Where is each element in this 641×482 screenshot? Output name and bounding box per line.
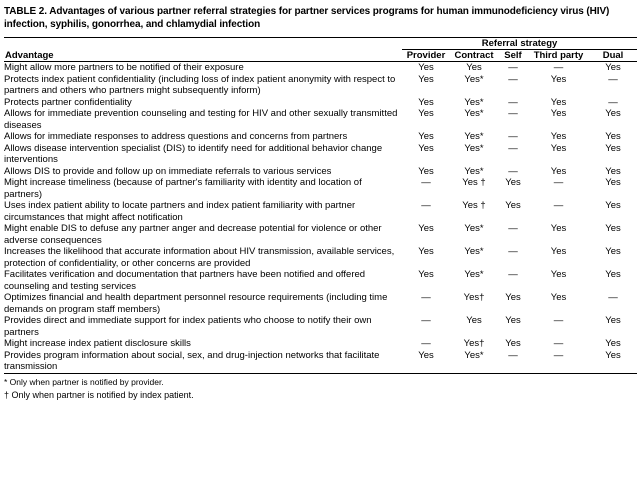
row-advantage: Allows for immediate prevention counseling and testing for HIV and other sexually transmitted diseases <box>4 108 398 131</box>
row-advantage: Might allow more partners to be notified of their exposure <box>4 62 244 73</box>
row-value-contract: Yes† <box>463 292 485 303</box>
row-value-third-party: Yes <box>550 96 567 108</box>
row-value-contract: Yes <box>466 315 482 326</box>
row-value-contract: Yes † <box>462 177 486 188</box>
column-header-provider: Provider <box>402 50 450 62</box>
row-advantage: Provides direct and immediate support for index patients who choose to notify their own partners <box>4 315 372 338</box>
table-row <box>4 131 637 143</box>
table-row <box>4 269 637 292</box>
row-value-self: Yes <box>505 177 521 188</box>
table-row <box>4 143 637 166</box>
table-row <box>4 74 637 97</box>
row-value-contract: Yes* <box>464 165 484 177</box>
row-advantage: Optimizes financial and health department personnel resource requirements (including time demands on program staff members) <box>4 292 388 315</box>
row-value-third-party: Yes <box>550 108 567 119</box>
row-value-contract: Yes† <box>463 338 485 349</box>
row-value-third-party: — <box>553 62 564 73</box>
row-value-provider: Yes <box>418 223 434 234</box>
row-value-contract: Yes* <box>464 73 484 85</box>
row-value-third-party: Yes <box>550 223 567 234</box>
row-value-contract: Yes* <box>450 350 498 374</box>
row-value-dual: Yes <box>605 269 621 280</box>
advantages-table <box>4 37 637 374</box>
table-row <box>4 177 637 200</box>
row-value-third-party: Yes <box>550 131 567 142</box>
row-value-dual: Yes <box>605 177 621 188</box>
row-value-self: — <box>508 62 518 73</box>
table-row <box>4 200 637 223</box>
row-value-provider: — <box>421 338 431 349</box>
row-advantage: Allows disease intervention specialist (DIS) to identify need for additional behavior change interventions <box>4 142 383 165</box>
row-value-third-party: — <box>553 338 564 349</box>
row-value-contract: Yes* <box>464 96 484 108</box>
row-value-dual: Yes <box>605 246 621 257</box>
row-value-provider: — <box>421 315 431 326</box>
row-advantage: Might increase timeliness (because of partner's familiarity with identity and location of partners) <box>4 177 362 200</box>
row-value-provider: Yes <box>418 246 434 257</box>
row-value-contract: Yes* <box>464 246 484 257</box>
row-value-third-party: Yes <box>550 142 567 154</box>
row-value-third-party: Yes <box>550 292 567 303</box>
row-value-third-party: — <box>553 200 564 211</box>
row-value-dual: — <box>608 73 618 85</box>
table-row <box>4 315 637 338</box>
row-value-third-party: Yes <box>550 246 567 257</box>
column-header-dual: Dual <box>589 50 637 62</box>
footnote-asterisk: * Only when partner is notified by provider. <box>4 376 164 387</box>
table-row <box>4 292 637 315</box>
table-row <box>4 108 637 131</box>
table-header <box>4 38 637 62</box>
row-value-provider: Yes <box>418 73 434 85</box>
row-value-self: Yes <box>505 315 521 326</box>
row-value-third-party: Yes <box>550 73 567 85</box>
row-value-self: — <box>508 73 518 85</box>
row-value-provider: — <box>421 292 431 303</box>
row-value-self: Yes <box>505 200 521 211</box>
row-value-contract: Yes* <box>464 269 484 280</box>
row-value-provider: Yes <box>418 96 434 108</box>
table-column-header-row <box>4 50 637 62</box>
row-value-dual: Yes <box>605 315 621 326</box>
row-value-dual: Yes <box>605 131 621 142</box>
row-advantage: Might increase index patient disclosure skills <box>4 338 191 349</box>
row-value-contract: Yes † <box>462 200 486 211</box>
row-value-dual: — <box>608 96 618 108</box>
row-advantage: Increases the likelihood that accurate information about HIV transmission, available services, protection of confidentiality, or other concerns are provided <box>4 246 395 269</box>
row-value-self: — <box>508 246 518 257</box>
row-value-self: — <box>508 96 518 108</box>
row-value-dual: Yes <box>605 142 621 154</box>
row-value-self: Yes <box>505 338 521 349</box>
row-value-third-party: Yes <box>550 165 567 177</box>
row-value-provider: Yes <box>418 108 434 119</box>
row-advantage: Protects partner confidentiality <box>4 96 132 108</box>
row-advantage: Might enable DIS to defuse any partner anger and decrease potential for violence or other adverse consequences <box>4 223 382 246</box>
table-body <box>4 62 637 374</box>
row-value-dual: Yes <box>589 350 637 374</box>
table-row <box>4 223 637 246</box>
row-value-third-party: — <box>553 177 564 188</box>
row-advantage: Allows DIS to provide and follow up on immediate referrals to various services <box>4 165 332 177</box>
row-value-dual: Yes <box>605 108 621 119</box>
table-caption: TABLE 2. Advantages of various partner referral strategies for partner services programs for human immunodeficiency virus (HIV) infection, syphilis, gonorrhea, and chlamydial infection <box>4 6 610 30</box>
row-value-provider: Yes <box>418 269 434 280</box>
row-value-self: — <box>508 223 518 234</box>
row-value-provider: Yes <box>418 131 434 142</box>
row-value-contract: Yes* <box>464 223 484 234</box>
row-advantage: Allows for immediate responses to address questions and concerns from partners <box>4 131 348 142</box>
table-row <box>4 338 637 350</box>
row-value-dual: Yes <box>605 338 621 349</box>
row-value-dual: Yes <box>605 200 621 211</box>
table-row <box>4 166 637 178</box>
row-value-self: — <box>508 165 518 177</box>
row-value-third-party: — <box>553 315 564 326</box>
row-value-contract: Yes* <box>464 108 484 119</box>
row-value-provider: Yes <box>402 350 450 374</box>
table-row <box>4 246 637 269</box>
row-advantage: Provides program information about social, sex, and drug-injection networks that facilitate transmission <box>4 350 402 374</box>
row-value-provider: Yes <box>418 165 434 177</box>
row-value-provider: — <box>421 200 431 211</box>
row-value-dual: Yes <box>605 165 621 177</box>
row-value-self: Yes <box>505 292 521 303</box>
row-advantage: Facilitates verification and documentation that partners have been notified and offered counseling and testing services <box>4 269 366 292</box>
header-group-referral-strategy: Referral strategy <box>402 38 637 50</box>
row-value-third-party: — <box>528 350 589 374</box>
row-value-self: — <box>508 142 518 154</box>
row-value-third-party: Yes <box>550 269 567 280</box>
row-value-contract: Yes* <box>464 131 484 142</box>
row-advantage: Protects index patient confidentiality (including loss of index patient anonymity with respect to partners and others who partners might subsequently inform) <box>4 73 396 96</box>
row-value-self: — <box>498 350 528 374</box>
row-advantage: Uses index patient ability to locate partners and index patient familiarity with partner circumstances that might affect notification <box>4 200 356 223</box>
row-value-dual: Yes <box>605 62 621 73</box>
row-value-provider: Yes <box>418 142 434 154</box>
table-row <box>4 62 637 74</box>
row-value-provider: — <box>421 177 431 188</box>
column-header-contract: Contract <box>450 50 498 62</box>
row-value-contract: Yes* <box>464 142 484 154</box>
row-value-contract: Yes <box>466 62 482 73</box>
table-row <box>4 97 637 109</box>
table-row <box>4 350 637 374</box>
header-spacer <box>4 38 402 50</box>
column-header-third-party: Third party <box>528 50 589 62</box>
row-value-self: — <box>508 108 518 119</box>
row-value-provider: Yes <box>418 62 434 73</box>
column-header-advantage: Advantage <box>4 50 402 62</box>
row-value-self: — <box>508 269 518 280</box>
row-value-self: — <box>508 131 518 142</box>
footnote-dagger: † Only when partner is notified by index patient. <box>4 390 194 400</box>
column-header-self: Self <box>498 50 528 62</box>
row-value-dual: Yes <box>605 223 621 234</box>
row-value-dual: — <box>608 292 618 303</box>
table-header-group-row <box>4 38 637 50</box>
